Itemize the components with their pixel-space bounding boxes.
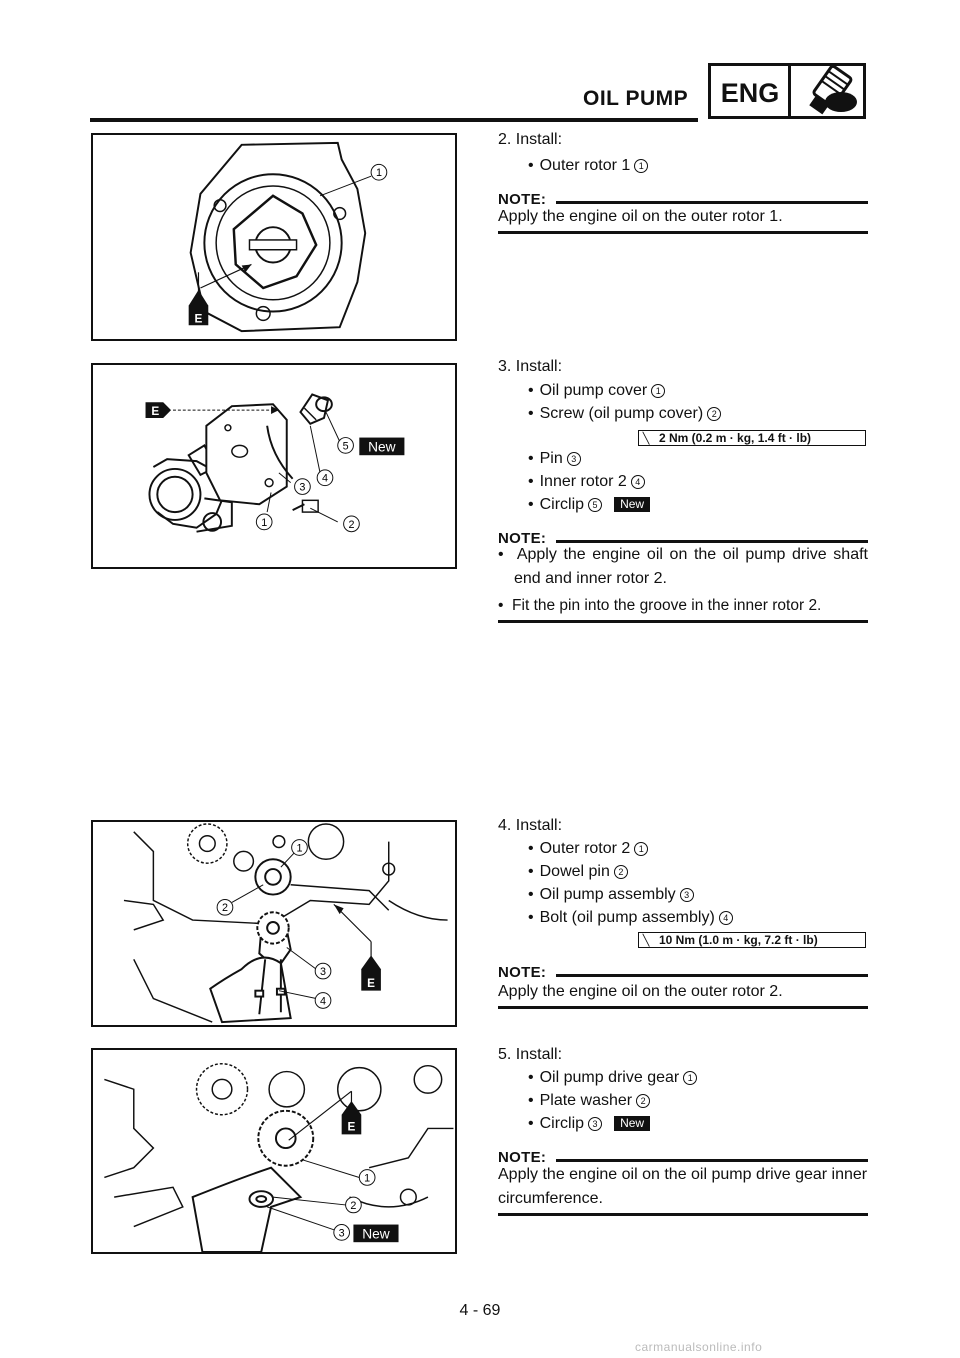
callout-1: 1: [261, 516, 268, 529]
callout-1: 1: [296, 842, 303, 855]
step-4-heading: 4. Install:: [498, 817, 563, 834]
new-badge: New: [368, 439, 396, 455]
step-3-item: • Oil pump cover 1: [528, 382, 665, 400]
figure-oil-pump-cover: [91, 363, 457, 569]
step-5-item: • Oil pump drive gear 1: [528, 1069, 697, 1087]
note-text: Apply the engine oil on the oil pump drive gear inner circumference.: [498, 1166, 868, 1207]
note-end-rule: [498, 1006, 868, 1009]
callout-1: 1: [375, 167, 382, 180]
step-3-item: • Inner rotor 2 4: [528, 473, 645, 491]
step-4-item: • Oil pump assembly 3: [528, 886, 694, 904]
new-badge: New: [614, 497, 650, 512]
step-5-item: • Circlip 3 New: [528, 1115, 650, 1133]
figure-outer-rotor: [91, 133, 457, 341]
wrench-icon: ╲: [642, 935, 650, 947]
page-number: 4 - 69: [459, 1302, 501, 1319]
figure-oil-pump-assembly: [91, 820, 457, 1027]
callout-3: 3: [320, 965, 327, 978]
note-bullet: • Apply the engine oil on the oil pump drive shaft end and inner rotor 2.: [498, 546, 868, 587]
callout-2: 2: [348, 518, 355, 531]
callout-5: 5: [342, 440, 349, 453]
step-3-item: • Pin 3: [528, 450, 581, 468]
new-badge: New: [362, 1226, 390, 1242]
callout-1: 1: [364, 1172, 371, 1185]
note-rule: [556, 1159, 868, 1162]
note-text: Apply the engine oil on the outer rotor 2.: [498, 983, 783, 1000]
note-end-rule: [498, 231, 868, 234]
step-3-item: • Screw (oil pump cover) 2: [528, 405, 721, 423]
oil-mark-e: E: [194, 312, 203, 326]
note-label: NOTE:: [498, 1149, 547, 1166]
note-end-rule: [498, 620, 868, 623]
oil-mark-e: E: [347, 1120, 356, 1134]
torque-spec: ╲ 10 Nm (1.0 m · kg, 7.2 ft · lb): [638, 932, 866, 948]
section-title: OIL PUMP: [583, 87, 689, 110]
note-rule: [556, 201, 868, 204]
new-badge: New: [614, 1116, 650, 1131]
step-5-item: • Plate washer 2: [528, 1092, 650, 1110]
callout-3: 3: [338, 1227, 345, 1240]
note-label: NOTE:: [498, 191, 547, 208]
header-rule: [90, 118, 698, 122]
step-5-heading: 5. Install:: [498, 1046, 563, 1063]
section-tab-divider: [788, 63, 791, 119]
callout-2: 2: [350, 1199, 357, 1212]
section-label: ENG: [720, 78, 780, 108]
watermark: carmanualsonline.info: [635, 1340, 763, 1354]
figure-oil-pump-drive-gear: [91, 1048, 457, 1254]
step-3-heading: 3. Install:: [498, 358, 563, 375]
oil-mark-e: E: [367, 976, 376, 990]
note-text: Apply the engine oil on the outer rotor 1.: [498, 208, 783, 225]
step-4-item: • Outer rotor 2 1: [528, 840, 648, 858]
oil-mark-e: E: [151, 405, 160, 419]
note-label: NOTE:: [498, 964, 547, 981]
callout-4: 4: [320, 995, 327, 1008]
note-bullet: • Fit the pin into the groove in the inner rotor 2.: [498, 597, 822, 614]
engine-icon: [795, 66, 863, 116]
step-4-item: • Dowel pin 2: [528, 863, 628, 881]
step-3-item: • Circlip 5 New: [528, 496, 650, 514]
callout-3: 3: [299, 481, 306, 494]
callout-4: 4: [321, 472, 328, 485]
note-rule: [556, 974, 868, 977]
wrench-icon: ╲: [642, 433, 650, 445]
step-2-item: • Outer rotor 1 1: [528, 157, 648, 175]
note-label: NOTE:: [498, 530, 547, 547]
note-end-rule: [498, 1213, 868, 1216]
step-2-heading: 2. Install:: [498, 131, 563, 148]
step-4-item: • Bolt (oil pump assembly) 4: [528, 909, 733, 927]
torque-spec: ╲ 2 Nm (0.2 m · kg, 1.4 ft · lb): [638, 430, 866, 446]
callout-2: 2: [221, 902, 228, 915]
